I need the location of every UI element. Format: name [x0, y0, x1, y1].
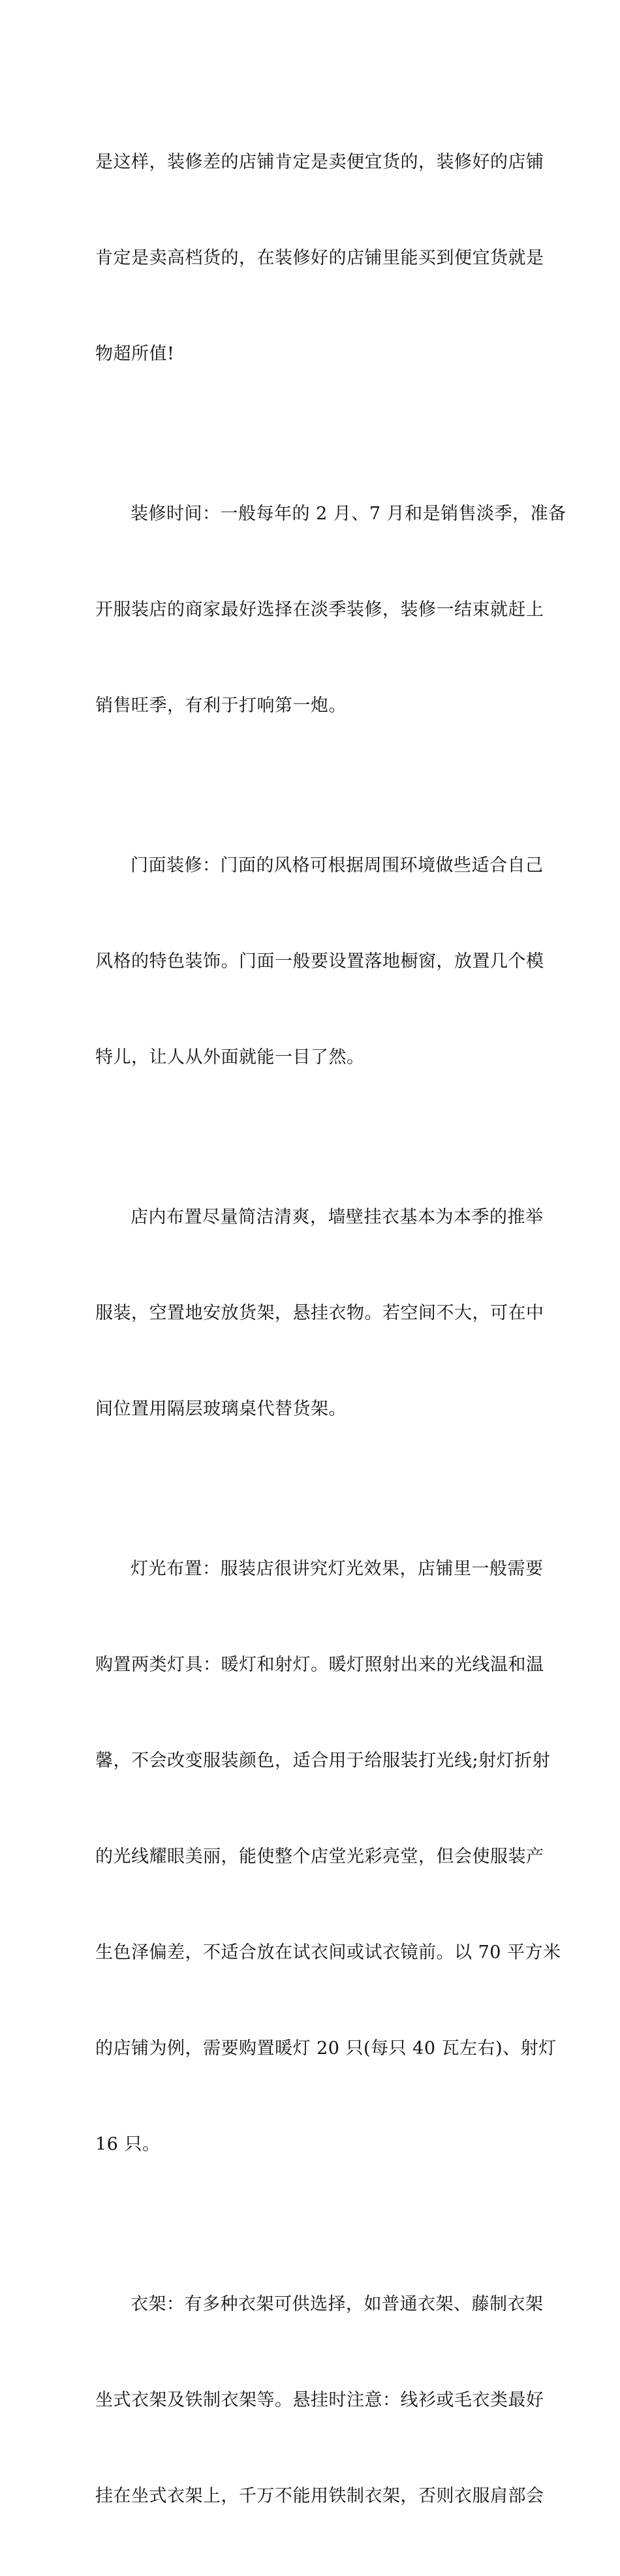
text-line: 衣架：有多种衣架可供选择，如普通衣架、藤制衣架 — [131, 2294, 544, 2314]
document-body — [95, 82, 566, 2576]
paragraph-4 — [95, 1137, 544, 1489]
text-line: 是这样，装修差的店铺肯定是卖便宜货的，装修好的店铺 — [95, 152, 544, 172]
paragraph-3 — [95, 786, 544, 1137]
text-line: 的店铺为例，需要购置暖灯 20 只(每只 40 瓦左右)、射灯 — [95, 2038, 557, 2059]
text-line: 购置两类灯具：暖灯和射灯。暖灯照射出来的光线温和温 — [95, 1655, 544, 1675]
text-line: 肯定是卖高档货的，在装修好的店铺里能买到便宜货就是 — [95, 248, 544, 268]
text-line: 馨，不会改变服装颜色，适合用于给服装打光线;射灯折射 — [95, 1751, 551, 1771]
text-line: 装修时间：一般每年的 2 月、7 月和是销售淡季，准备 — [131, 504, 566, 524]
text-line: 服装，空置地安放货架，悬挂衣物。若空间不大，可在中 — [95, 1303, 544, 1323]
text-line: 间位置用隔层玻璃桌代替货架。 — [95, 1399, 347, 1419]
text-line: 生色泽偏差，不适合放在试衣间或试衣镜前。以 70 平方米 — [95, 1942, 561, 1963]
text-line: 店内布置尽量简洁清爽，墙壁挂衣基本为本季的推举 — [131, 1207, 544, 1227]
text-line: 16 只。 — [95, 2134, 161, 2154]
text-line: 开服装店的商家最好选择在淡季装修，装修一结束就赶上 — [95, 600, 544, 620]
text-line: 的光线耀眼美丽，能使整个店堂光彩亮堂，但会使服装产 — [95, 1847, 544, 1867]
text-line: 风格的特色装饰。门面一般要设置落地橱窗，放置几个模 — [95, 951, 544, 972]
text-line: 特儿，让人从外面就能一目了然。 — [95, 1047, 365, 1067]
paragraph-6 — [95, 2224, 544, 2576]
paragraph-2 — [95, 434, 566, 786]
paragraph-5 — [95, 1489, 561, 2224]
text-line: 挂在坐式衣架上，千万不能用铁制衣架，否则衣服肩部会 — [95, 2486, 544, 2506]
text-line: 坐式衣架及铁制衣架等。悬挂时注意：线衫或毛衣类最好 — [95, 2390, 544, 2410]
text-line: 门面装修：门面的风格可根据周围环境做些适合自己 — [131, 855, 544, 876]
paragraph-1 — [95, 82, 544, 434]
text-line: 灯光布置：服装店很讲究灯光效果，店铺里一般需要 — [131, 1559, 544, 1579]
text-line: 销售旺季，有利于打响第一炮。 — [95, 696, 347, 716]
text-line: 物超所值! — [95, 344, 175, 364]
